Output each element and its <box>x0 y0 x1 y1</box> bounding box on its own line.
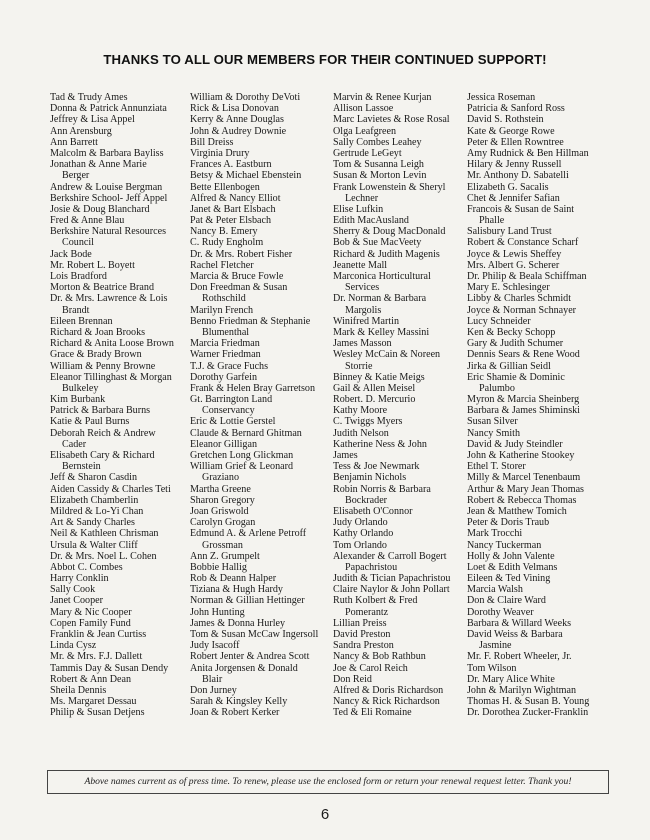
member-entry: Sally Combes Leahey <box>333 136 422 148</box>
member-entry: Fred & Anne Blau <box>50 215 125 227</box>
member-entry: Don Jurney <box>190 684 237 696</box>
member-entry: Ann Arensburg <box>50 125 112 137</box>
member-entry: Dr. & Mrs. Noel L. Cohen <box>50 550 157 562</box>
member-entry: Berkshire Natural Resources Council <box>50 226 167 249</box>
member-entry: Chet & Jennifer Safian <box>467 192 560 204</box>
member-entry: Marilyn French <box>190 304 254 316</box>
member-entry: Ted & Eli Romaine <box>333 707 412 719</box>
member-entry: Mr. Robert L. Boyett <box>50 259 135 271</box>
member-entry: Susan Silver <box>467 416 518 428</box>
member-entry: Norman & Gillian Hettinger <box>190 595 305 607</box>
member-column-2 <box>190 92 332 719</box>
member-entry: Rob & Deann Halper <box>190 573 277 585</box>
member-entry: John & Katherine Stookey <box>467 450 575 461</box>
member-entry: Ursula & Walter Cliff <box>50 539 138 551</box>
page-number: 6 <box>320 806 330 823</box>
member-entry: Anita Jorgensen & Donald Blair <box>190 662 298 685</box>
member-entry: David Preston <box>333 629 391 640</box>
member-entry: Robert & Constance Scharf <box>467 237 579 249</box>
member-entry: Frank Lowenstein & Sheryl Lechner <box>333 181 446 204</box>
member-entry: Franklin & Jean Curtiss <box>50 629 147 640</box>
member-entry: William & Dorothy DeVoti <box>190 92 301 103</box>
member-entry: Abbot C. Combes <box>50 561 123 573</box>
member-entry: Judy Orlando <box>333 517 388 529</box>
member-entry: Judith Nelson <box>333 427 389 439</box>
member-entry: Elizabeth Chamberlin <box>50 494 139 506</box>
member-entry: David Weiss & Barbara Jasmine <box>467 629 563 652</box>
member-entry: Peter & Doris Traub <box>467 517 550 529</box>
member-entry: Ruth Kolbert & Fred Pomerantz <box>333 595 418 618</box>
member-entry: Katie & Paul Burns <box>50 416 130 428</box>
member-entry: Marcia Walsh <box>467 584 523 596</box>
member-entry: Alfred & Doris Richardson <box>333 684 444 696</box>
member-entry: Virginia Drury <box>190 147 250 159</box>
member-entry: Tom Orlando <box>333 539 387 551</box>
member-entry: Pat & Peter Elsbach <box>190 215 272 227</box>
member-entry: Mildred & Lo-Yi Chan <box>50 505 144 517</box>
member-entry: Sharon Gregory <box>190 494 255 506</box>
member-entry: Hilary & Jenny Russell <box>467 159 562 171</box>
member-entry: Allison Lassoe <box>333 103 394 115</box>
member-entry: Robert & Ann Dean <box>50 673 132 685</box>
member-entry: Richard & Anita Loose Brown <box>50 338 174 350</box>
member-entry: Amy Rudnick & Ben Hillman <box>467 147 589 159</box>
member-entry: Jessica Roseman <box>467 92 536 103</box>
member-entry: Gertrude LeGeyt <box>333 147 402 159</box>
member-entry: Mr. Anthony D. Sabatelli <box>467 170 569 182</box>
member-entry: Andrew & Louise Bergman <box>50 181 163 193</box>
member-entry: Olga Leafgreen <box>333 125 397 137</box>
member-entry: Sherry & Doug MacDonald <box>333 226 446 238</box>
member-entry: Malcolm & Barbara Bayliss <box>50 147 164 159</box>
member-entry: Edith MacAusland <box>333 215 409 227</box>
member-entry: Richard & Judith Magenis <box>333 248 440 260</box>
member-entry: Susan & Morton Levin <box>333 170 427 182</box>
member-entry: Dr. Philip & Beala Schiffman <box>467 271 587 282</box>
member-entry: Myron & Marcia Sheinberg <box>467 394 580 406</box>
member-entry: John & Marilyn Wightman <box>467 684 577 696</box>
member-column-4 <box>467 92 617 719</box>
member-entry: Sheila Dennis <box>50 684 107 696</box>
member-entry: Mr. & Mrs. F.J. Dallett <box>50 651 143 663</box>
member-entry: Frank & Helen Bray Garretson <box>190 382 316 394</box>
member-entry: Edmund A. & Arlene Petroff Grossman <box>190 528 307 551</box>
member-entry: C. Twiggs Myers <box>333 416 403 428</box>
member-entry: James <box>333 450 358 461</box>
member-entry: Arthur & Mary Jean Thomas <box>467 483 584 495</box>
member-entry: Holly & John Valente <box>467 550 555 562</box>
member-entry: Joan & Robert Kerker <box>190 707 280 719</box>
member-entry: Thomas H. & Susan B. Young <box>467 696 590 708</box>
member-entry: Warner Friedman <box>190 349 261 361</box>
member-entry: Don Reid <box>333 673 372 685</box>
member-entry: Winifred Martin <box>333 315 400 327</box>
member-entry: Philip & Susan Detjens <box>50 707 145 719</box>
member-column-3 <box>333 92 461 719</box>
member-entry: Marcia Friedman <box>190 338 260 350</box>
member-entry: Don & Claire Ward <box>467 595 546 607</box>
member-entry: Benno Friedman & Stephanie Blumenthal <box>190 315 311 338</box>
member-entry: Robert Jenter & Andrea Scott <box>190 651 310 663</box>
member-entry: Morton & Beatrice Brand <box>50 282 154 294</box>
member-entry: Berkshire School- Jeff Appel <box>50 192 168 204</box>
member-entry: Dr. Dorothea Zucker-Franklin <box>467 707 589 719</box>
member-entry: Tom Wilson <box>467 662 517 674</box>
member-entry: Judy Isacoff <box>190 640 240 652</box>
member-entry: Lillian Preiss <box>333 617 387 629</box>
member-entry: Janet Cooper <box>50 595 103 607</box>
member-entry: Eric & Lottie Gerstel <box>190 416 276 428</box>
member-entry: Eileen & Ted Vining <box>467 573 551 585</box>
member-entry: Kathy Moore <box>333 405 388 417</box>
member-entry: Dorothy Weaver <box>467 606 534 618</box>
member-entry: Ken & Becky Schopp <box>467 326 556 338</box>
member-entry: Marconica Horticultural Services <box>333 271 431 294</box>
member-entry: Katherine Ness & John <box>333 438 427 450</box>
member-entry: Joyce & Lewis Sheffey <box>467 248 562 260</box>
member-entry: Marcia & Bruce Fowle <box>190 271 284 282</box>
member-entry: Mr. F. Robert Wheeler, Jr. <box>467 651 572 663</box>
member-entry: Claire Naylor & John Pollart <box>333 584 450 596</box>
member-entry: Nancy & Rick Richardson <box>333 696 440 708</box>
member-entry: Joyce & Norman Schnayer <box>467 304 577 316</box>
member-entry: Francois & Susan de Saint Phalle <box>467 203 575 227</box>
member-entry: Eleanor Tillinghast & Morgan Bulkeley <box>50 371 172 394</box>
member-entry: Grace & Brady Brown <box>50 349 142 361</box>
member-entry: Rachel Fletcher <box>190 259 254 271</box>
member-entry: Elisabeth Cary & Richard Bernstein <box>50 450 155 473</box>
member-entry: James Masson <box>333 338 392 350</box>
member-entry: Mary & Nic Cooper <box>50 606 132 618</box>
member-entry: Bob & Sue MacVeety <box>333 237 422 249</box>
member-entry: Kerry & Anne Douglas <box>190 114 284 126</box>
member-entry: Dr. & Mrs. Lawrence & Lois Brandt <box>50 293 168 316</box>
member-entry: Lois Bradford <box>50 271 107 282</box>
member-entry: Eric Shamie & Dominic Palumbo <box>467 371 565 394</box>
member-entry: Mary E. Schlesinger <box>467 282 550 294</box>
member-entry: Carolyn Grogan <box>190 517 256 529</box>
member-entry: David S. Rothstein <box>467 114 544 126</box>
member-entry: Mark & Kelley Massini <box>333 326 430 338</box>
member-entry: Ann Barrett <box>50 136 98 148</box>
member-entry: Tiziana & Hugh Hardy <box>190 584 283 596</box>
member-entry: Sally Cook <box>50 584 96 596</box>
member-entry: Dr. & Mrs. Robert Fisher <box>190 248 293 260</box>
member-entry: Sandra Preston <box>333 640 394 652</box>
member-entry: Robert. D. Mercurio <box>333 394 416 406</box>
member-entry: Tess & Joe Newmark <box>333 461 420 473</box>
member-entry: Jeffrey & Lisa Appel <box>50 114 135 126</box>
member-entry: Jean & Matthew Tomich <box>467 505 567 517</box>
member-entry: John Hunting <box>190 606 245 618</box>
renewal-note: Above names current as of press time. To renew, please use the enclosed form or return your renewal request letter. Thank you! <box>47 770 609 794</box>
member-entry: Dorothy Garfein <box>190 371 257 383</box>
member-entry: Claude & Bernard Ghitman <box>190 427 302 439</box>
member-entry: Aiden Cassidy & Charles Teti <box>50 483 171 495</box>
member-entry: Martha Greene <box>190 483 251 495</box>
member-entry: John & Audrey Downie <box>190 125 287 137</box>
member-entry: Tom & Susanna Leigh <box>333 159 424 171</box>
member-entry: Dr. Norman & Barbara Margolis <box>333 293 427 316</box>
member-entry: Eileen Brennan <box>50 315 113 327</box>
member-column-1 <box>50 92 182 719</box>
member-entry: Janet & Bart Elsbach <box>190 203 276 215</box>
member-entry: Jeanette Mall <box>333 259 388 271</box>
member-entry: Frances A. Eastburn <box>190 159 272 171</box>
member-entry: Nancy & Bob Rathbun <box>333 651 426 663</box>
member-entry: Wesley McCain & Noreen Storrie <box>333 349 441 372</box>
member-entry: Mrs. Albert G. Scherer <box>467 259 560 271</box>
member-entry: Nancy Tuckerman <box>467 539 542 551</box>
member-entry: Mark Trocchi <box>467 528 523 540</box>
member-entry: Neil & Kathleen Chrisman <box>50 528 159 540</box>
member-entry: Barbara & Willard Weeks <box>467 617 572 629</box>
member-entry: Marvin & Renee Kurjan <box>333 92 432 103</box>
member-entry: Dennis Sears & Rene Wood <box>467 349 580 361</box>
member-columns <box>0 92 650 762</box>
member-entry: Betsy & Michael Ebenstein <box>190 170 302 182</box>
member-entry: Sarah & Kingsley Kelly <box>190 696 288 708</box>
member-entry: Harry Conklin <box>50 573 109 585</box>
member-entry: Robin Norris & Barbara Bockrader <box>333 483 431 506</box>
member-entry: Gail & Allen Meisel <box>333 382 416 394</box>
member-entry: Joe & Carol Reich <box>333 662 408 674</box>
member-entry: William & Penny Browne <box>50 360 156 372</box>
member-entry: Deborah Reich & Andrew Cader <box>50 427 156 450</box>
member-entry: T.J. & Grace Fuchs <box>190 360 269 372</box>
member-entry: Tammis Day & Susan Dendy <box>50 662 169 674</box>
member-entry: Peter & Ellen Rowntree <box>467 136 564 148</box>
member-entry: Jonathan & Anne Marie Berger <box>50 159 147 182</box>
member-entry: Alfred & Nancy Elliot <box>190 192 281 204</box>
member-entry: Marc Lavietes & Rose Rosal <box>333 114 450 126</box>
member-entry: Elizabeth G. Sacalis <box>467 181 549 193</box>
member-entry: Donna & Patrick Annunziata <box>50 103 167 115</box>
member-entry: Don Freedman & Susan Rothschild <box>190 282 288 305</box>
member-entry: Kim Burbank <box>50 394 106 406</box>
member-entry: Gretchen Long Glickman <box>190 450 294 461</box>
member-entry: Salisbury Land Trust <box>467 226 552 238</box>
member-entry: C. Rudy Engholm <box>190 237 264 249</box>
member-entry: Tom & Susan McCaw Ingersoll <box>190 629 319 640</box>
member-entry: Elise Lufkin <box>333 203 384 215</box>
member-entry: Ethel T. Storer <box>467 461 526 473</box>
member-entry: Binney & Katie Meigs <box>333 371 425 383</box>
member-entry: Tad & Trudy Ames <box>50 92 128 103</box>
member-entry: Milly & Marcel Tenenbaum <box>467 472 581 484</box>
member-entry: Gt. Barrington Land Conservancy <box>190 394 273 417</box>
member-entry: Linda Cysz <box>50 640 97 652</box>
member-entry: Gary & Judith Schumer <box>467 338 564 350</box>
member-entry: Kate & George Rowe <box>467 125 555 137</box>
member-entry: Barbara & James Shiminski <box>467 405 580 417</box>
member-entry: Judith & Tician Papachristou <box>333 573 451 585</box>
member-entry: William Grief & Leonard Graziano <box>190 461 294 484</box>
member-entry: Dr. Mary Alice White <box>467 673 555 685</box>
member-entry: Nancy B. Emery <box>190 226 258 238</box>
member-entry: Eleanor Gilligan <box>190 438 257 450</box>
member-entry: Loet & Edith Velmans <box>467 561 558 573</box>
page-title: THANKS TO ALL OUR MEMBERS FOR THEIR CONTINUED SUPPORT! <box>103 52 547 67</box>
member-entry: Rick & Lisa Donovan <box>190 103 279 115</box>
member-entry: Patricia & Sanford Ross <box>467 103 565 115</box>
member-entry: Elisabeth O'Connor <box>333 505 413 517</box>
member-entry: Benjamin Nichols <box>333 472 407 484</box>
member-entry: Patrick & Barbara Burns <box>50 405 151 417</box>
member-entry: Libby & Charles Schmidt <box>467 293 572 305</box>
member-entry: Richard & Joan Brooks <box>50 326 146 338</box>
member-entry: Joan Griswold <box>190 505 249 517</box>
member-entry: Ann Z. Grumpelt <box>190 550 260 562</box>
member-entry: Alexander & Carroll Bogert Papachristou <box>333 550 447 573</box>
member-entry: Jeff & Sharon Casdin <box>50 472 138 484</box>
member-entry: Ms. Margaret Dessau <box>50 696 137 708</box>
member-entry: Art & Sandy Charles <box>50 517 135 529</box>
member-entry: Lucy Schneider <box>467 315 531 327</box>
member-entry: David & Judy Steindler <box>467 438 563 450</box>
member-entry: Kathy Orlando <box>333 528 394 540</box>
member-entry: Copen Family Fund <box>50 617 131 629</box>
member-entry: Bill Dreiss <box>190 136 234 148</box>
member-entry: Bobbie Hallig <box>190 561 247 573</box>
member-entry: James & Donna Hurley <box>190 617 286 629</box>
member-entry: Jirka & Gillian Seidl <box>467 360 551 372</box>
member-entry: Bette Ellenbogen <box>190 181 260 193</box>
member-entry: Josie & Doug Blanchard <box>50 203 150 215</box>
member-entry: Robert & Rebecca Thomas <box>467 494 577 506</box>
member-entry: Jack Bode <box>50 248 92 260</box>
member-entry: Nancy Smith <box>467 427 520 439</box>
